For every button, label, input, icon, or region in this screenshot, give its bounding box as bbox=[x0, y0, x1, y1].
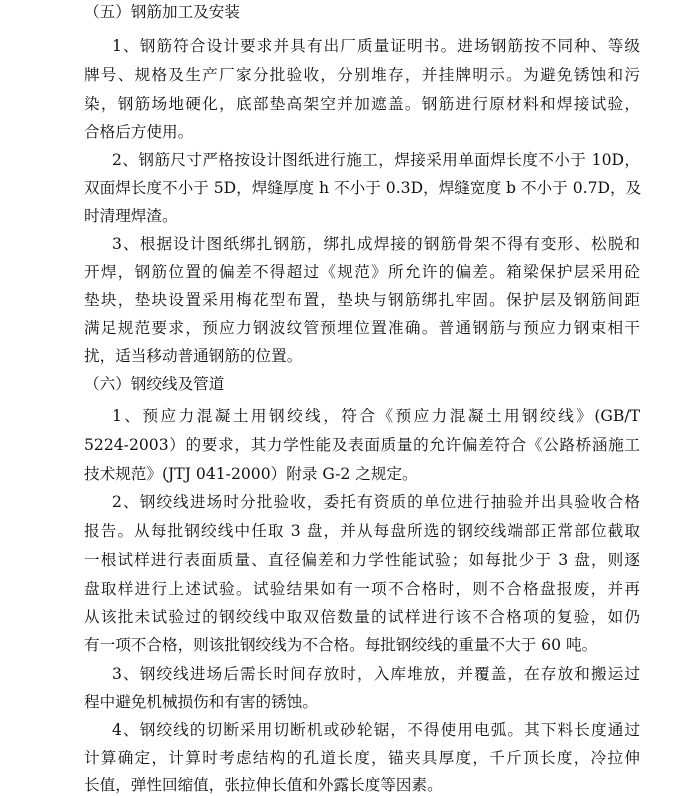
paragraph-line: 1、钢筋符合设计要求并具有出厂质量证明书。进场钢筋按不同种、等级 bbox=[112, 37, 640, 55]
section-heading: （六）钢绞线及管道 bbox=[84, 375, 225, 393]
paragraph-line: 垫块，垫块设置采用梅花型布置，垫块与钢筋绑扎牢固。保护层及钢筋间距 bbox=[84, 291, 640, 309]
paragraph-line: 4、钢绞线的切断采用切断机或砂轮锯，不得使用电弧。其下料长度通过 bbox=[112, 721, 640, 739]
paragraph-line: 牌号、规格及生产厂家分批验收，分别堆存，并挂牌明示。为避免锈蚀和污 bbox=[84, 66, 640, 84]
paragraph-line: 1、预应力混凝土用钢绞线，符合《预应力混凝土用钢绞线》(GB/T bbox=[112, 407, 640, 425]
paragraph-line: 合格后方使用。 bbox=[84, 123, 194, 141]
paragraph-line: 报告。从每批钢绞线中任取 3 盘，并从每盘所选的钢绞线端部正常部位截取 bbox=[84, 522, 640, 540]
paragraph-line: 3、钢绞线进场后需长时间存放时，入库堆放，并覆盖，在存放和搬运过 bbox=[112, 665, 640, 683]
paragraph-line: 有一项不合格，则该批钢绞线为不合格。每批钢绞线的重量不大于 60 吨。 bbox=[84, 636, 598, 654]
paragraph-line: 程中避免机械损伤和有害的锈蚀。 bbox=[84, 693, 318, 711]
paragraph-line: 3、根据设计图纸绑扎钢筋，绑扎成焊接的钢筋骨架不得有变形、松脱和 bbox=[112, 235, 640, 253]
paragraph-line: 一根试样进行表面质量、直径偏差和力学性能试验；如每批少于 3 盘，则逐 bbox=[84, 551, 640, 569]
paragraph-line: 从该批未试验过的钢绞线中取双倍数量的试样进行该不合格项的复验，如仍 bbox=[84, 608, 640, 626]
paragraph-line: 技术规范》(JTJ 041-2000）附录 G-2 之规定。 bbox=[84, 465, 418, 483]
paragraph-line: 2、钢绞线进场时分批验收，委托有资质的单位进行抽验并出具验收合格 bbox=[112, 493, 640, 511]
paragraph-line: 2、钢筋尺寸严格按设计图纸进行施工，焊接采用单面焊长度不小于 10D， bbox=[112, 151, 640, 169]
section-heading: （五）钢筋加工及安装 bbox=[84, 3, 240, 21]
paragraph-line: 双面焊长度不小于 5D，焊缝厚度 h 不小于 0.3D，焊缝宽度 b 不小于 0.7D，及 bbox=[84, 179, 642, 197]
paragraph-line: 开焊，钢筋位置的偏差不得超过《规范》所允许的偏差。箱梁保护层采用砼 bbox=[84, 263, 640, 281]
paragraph-line: 满足规范要求，预应力钢波纹管预埋位置准确。普通钢筋与预应力钢束相干 bbox=[84, 319, 640, 337]
paragraph-line: 时清理焊渣。 bbox=[84, 207, 178, 225]
paragraph-line: 5224-2003）的要求，其力学性能及表面质量的允许偏差符合《公路桥涵施工 bbox=[84, 436, 640, 454]
paragraph-line: 盘取样进行上述试验。试验结果如有一项不合格时，则不合格盘报废，并再 bbox=[84, 580, 640, 598]
paragraph-line: 计算确定，计算时考虑结构的孔道长度，锚夹具厚度，千斤顶长度，冷拉伸 bbox=[84, 749, 640, 767]
paragraph-line: 染，钢筋场地硬化，底部垫高架空并加遮盖。钢筋进行原材料和焊接试验， bbox=[84, 95, 640, 113]
paragraph-line: 扰，适当移动普通钢筋的位置。 bbox=[84, 347, 303, 365]
paragraph-line: 长值，弹性回缩值，张拉伸长值和外露长度等因素。 bbox=[84, 776, 443, 794]
